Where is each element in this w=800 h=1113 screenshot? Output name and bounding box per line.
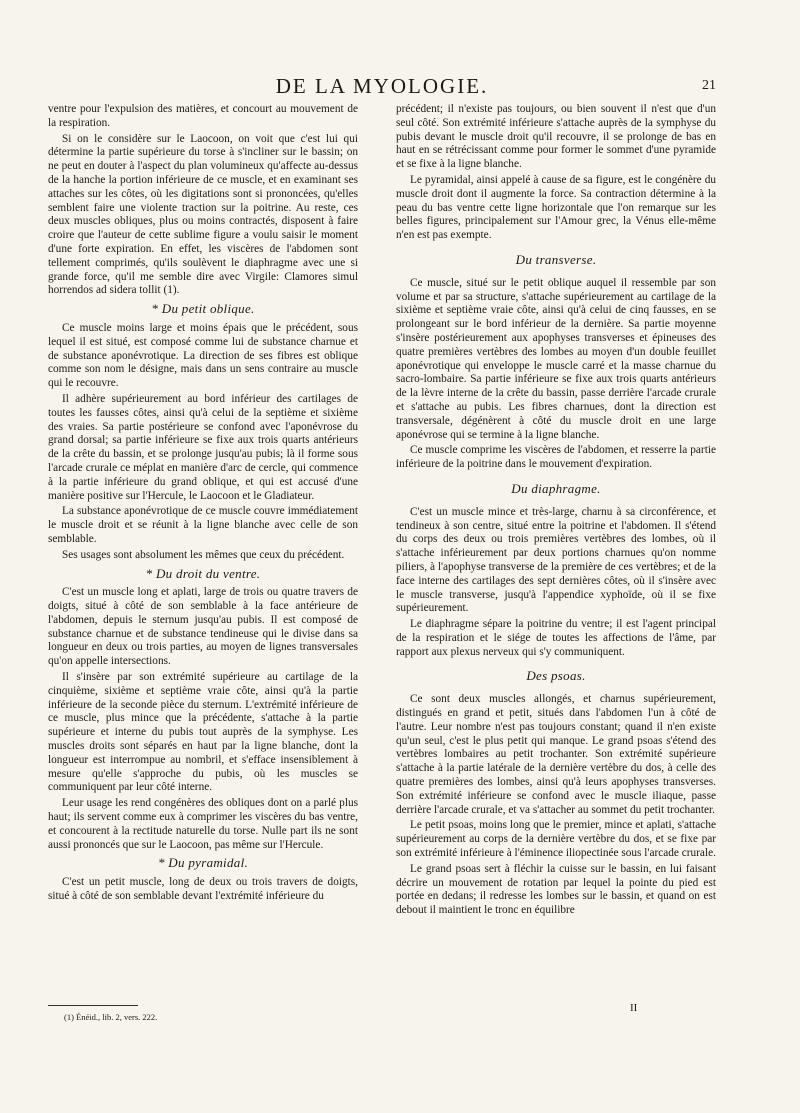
paragraph: Le diaphragme sépare la poitrine du ventre; il est l'agent principal de la respiration et le siége de toutes les affections de l'âme, par rapport aux plexus nerveux qui s'y communiquent. [396,618,716,658]
paragraph: ventre pour l'expulsion des matières, et concourt au mouvement de la respiration. [48,103,358,129]
paragraph: C'est un muscle mince et très-large, charnu à sa circonférence, et tendineux à son centre, situé entre la poitrine et l'abdomen. Il s'étend du corps des deux ou trois premières vertèbres des lombes, où il s'attache inférieurement par deux portions charnues qu'on nomme piliers, à l'apophyse transverse de la première de ces vertèbres; et de la face interne des cartilages des sept dernières côtes, où il s'insère avec le muscle transverse, jusqu'à l'appendice xyphoïde, où il se fixe supérieurement. [396,505,716,615]
page-number: 21 [702,78,716,93]
left-column [48,103,358,906]
paragraph: C'est un muscle long et aplati, large de trois ou quatre travers de doigts, situé à côté de son semblable à la face antérieure de l'abdomen, depuis le sternum jusqu'au pubis. Il est composé de substance charnue et de substance tendineuse qui le divise dans sa longueur en deux ou trois parties, au moyen de lignes transversales qu'on appelle intersections. [48,586,358,668]
paragraph: Il s'insère par son extrémité supérieure au cartilage de la cinquième, sixième et septième vraie côte, ainsi qu'à la partie inférieure de la seconde pièce du sternum. L'extrémité inférieure de ce muscle, plus mince que la précédente, s'attache à la partie supérieure et interne du pubis tout auprès de la symphyse. Les muscles droits sont séparés en haut par la ligne blanche, dont la longueur est interrompue au nombril, et s'efface insensiblement à mesure qu'elle s'approche du pubis, où les muscles se communiquent par leur côté interne. [48,671,358,794]
section-heading: * Du droit du ventre. [145,565,261,581]
section-heading: Des psoas. [526,668,586,684]
paragraph: Ce muscle, situé sur le petit oblique auquel il ressemble par son volume et par sa structure, s'attache supérieurement au cartilage de la sixième et septième vraie côte, ainsi qu'à celui de cinq fausses, en se prolongeant sur le bord inférieur de la dernière. Sa partie moyenne s'insère postérieurement aux apophyses transverses et épineuses des quatre premières vertèbres des lombes au moyen d'un double feuillet aponévrotique qui enveloppe le muscle carré et la masse charnue du sacro-lombaire. Sa partie inférieure se fixe aux trois quarts antérieurs de la lèvre interne de la crête du bassin, passe derrière l'arcade crurale et s'attache au pubis. Les fibres charnues, dont la direction est transversale, dégénèrent à côté du muscle droit en une large aponévrose qui se termine à la ligne blanche. [396,276,716,441]
section-heading: * Du petit oblique. [151,301,255,317]
paragraph: La substance aponévrotique de ce muscle couvre immédiatement le muscle droit et se réunit à la ligne blanche avec celle de son semblable. [48,505,358,545]
page-header [48,74,716,104]
paragraph: C'est un petit muscle, long de deux ou trois travers de doigts, situé à côté de son semblable devant l'extrémité inférieure du [48,876,358,903]
right-column [396,103,716,920]
paragraph: Ce sont deux muscles allongés, et charnus supérieurement, distingués en grand et petit, situés dans l'abdomen l'un à côté de l'autre. Leur nombre n'est pas toujours constant; quand il n'en existe qu'un seul, c'est le plus petit qui manque. Le grand psoas s'étend des vertèbres lombaires au petit trochanter. Son extrémité supérieure s'attache à la partie latérale de la dernière vertèbre du dos, à celle des quatre premières des lombes, ainsi qu'à leurs apophyses transverses. Son extrémité inférieure se confond avec le muscle iliaque, passe derrière l'arcade crurale, et va s'attacher au sommet du petit trochanter. [396,693,716,816]
paragraph: Ce muscle comprime les viscères de l'abdomen, et resserre la partie inférieure de la poitrine dans le mouvement d'expiration. [396,444,716,471]
footnote: (1) Énéid., lib. 2, vers. 222. [64,1012,158,1022]
section-heading: Du diaphragme. [511,480,601,496]
section-heading: * Du pyramidal. [157,855,249,871]
paragraph: Leur usage les rend congénères des obliques dont on a parlé plus haut; ils servent comme eux à comprimer les viscères du bas ventre, et concourent à la rectitude naturelle du torse. Nulle part ils ne sont aussi prononcés que sur le Laocoon, pas même sur l'Hercule. [48,797,358,851]
paragraph: Ce muscle moins large et moins épais que le précédent, sous lequel il est situé, est composé comme lui de substance charnue et de substance aponévrotique. La direction de ses fibres est oblique comme son nom le désigne, mais dans un sens contraire au muscle qui le recouvre. [48,321,358,390]
signature-mark: II [630,1002,638,1014]
running-title: DE LA MYOLOGIE. [275,74,489,98]
paragraph: précédent; il n'existe pas toujours, ou bien souvent il n'est que d'un seul côté. Son extrémité inférieure s'attache auprès de la symphyse du pubis devant le muscle droit qu'il recouvre, il se prolonge de bas en haut en se rétrécissant comme pour former le sommet d'une pyramide et se fixe à la ligne blanche. [396,103,716,171]
footnote-rule [48,1005,138,1006]
paragraph: Le pyramidal, ainsi appelé à cause de sa figure, est le congénère du muscle droit dont il augmente la force. Sa contraction détermine à la peau du bas ventre cette ligne horizontale que l'on remarque sur les belles figures, principalement sur l'Amour grec, la Vénus elle-même n'en est pas exempte. [396,173,716,242]
paragraph: Ses usages sont absolument les mêmes que ceux du précédent. [62,548,345,561]
paragraph: Il adhère supérieurement au bord inférieur des cartilages de toutes les fausses côtes, ainsi qu'à celui de la septième et sixième des vraies. Sa partie postérieure se confond avec l'aponévrose du grand dorsal; sa partie inférieure se fixe aux trois quarts antérieurs de la crête du bassin, et se prolonge jusqu'au pubis; là il forme sous l'arcade crurale ce méplat en manière d'arc de cercle, qui commence à la partie inférieure du grand oblique, et qui est accusé d'une manière positive sur l'Hercule, le Laocoon et le Gladiateur. [48,392,358,502]
paragraph: Le grand psoas sert à fléchir la cuisse sur le bassin, en lui faisant décrire un mouvement de rotation par lequel la pointe du pied est portée en dedans; il redresse les lombes sur le bassin, et quand on est debout il maintient le tronc en équilibre [396,862,716,917]
paragraph: Si on le considère sur le Laocoon, on voit que c'est lui qui détermine la partie supérieure du torse à s'incliner sur le bassin; on ne peut en douter à l'aspect du plan volumineux qu'affecte au-dessus de la hanche la portion inférieure de ce muscle, et en examinant ses attaches sur les côtes, où les digitations sont si prononcées, qu'elles semblent faire une violente traction sur la poitrine. Au reste, ces deux muscles obliques, plus ou moins contractés, disposent à faire croire que l'auteur de cette sublime figure a voulu saisir le moment d'une forte expiration. En effet, les viscères de l'abdomen sont tellement comprimés, qu'ils soulèvent le diaphragme avec une si grande force, qu'il me semble dire avec Virgile: Clamores simul horrendos ad sidera tollit (1). [48,132,358,297]
section-heading: Du transverse. [515,251,597,267]
paragraph: Le petit psoas, moins long que le premier, mince et aplati, s'attache supérieurement au corps de la dernière vertèbre du dos, et se fixe par son extrémité inférieure à l'éminence iliopectinée sous l'arcade crurale. [396,819,716,860]
